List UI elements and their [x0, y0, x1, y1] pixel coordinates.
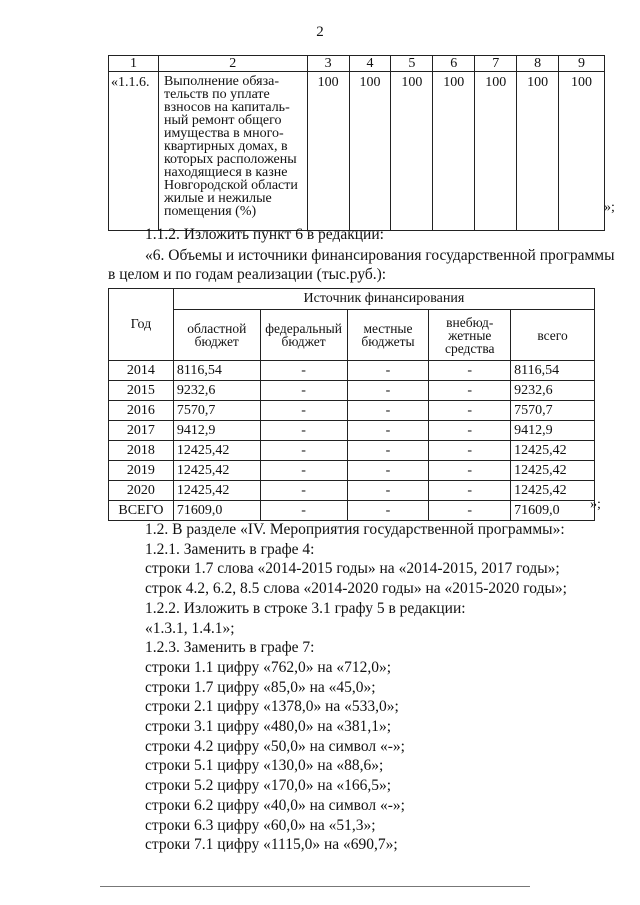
year-cell: 2016 [109, 401, 174, 421]
indicator-row [109, 72, 605, 231]
federal-cell: - [260, 381, 347, 401]
total-cell: 71609,0 [511, 501, 595, 521]
paragraph: 1.2.2. Изложить в строке 3.1 графу 5 в редакции: [145, 599, 466, 617]
year-cell: 2014 [109, 361, 174, 381]
funding-header-row [109, 289, 595, 310]
local-cell: - [347, 421, 429, 441]
year-cell: 2017 [109, 421, 174, 441]
funding-row [109, 381, 595, 401]
column-number: 5 [391, 56, 433, 72]
paragraph: 1.1.2. Изложить пункт 6 в редакции: [145, 226, 384, 243]
federal-budget-header: федеральный бюджет [260, 310, 347, 361]
year-cell: 2020 [109, 481, 174, 501]
federal-cell: - [260, 441, 347, 461]
funding-row [109, 461, 595, 481]
regional-cell: 9412,9 [173, 421, 260, 441]
federal-cell: - [260, 361, 347, 381]
paragraph: 1.2.1. Заменить в графе 4: [145, 540, 315, 558]
indicator-value: 100 [559, 72, 605, 231]
extra-cell: - [429, 461, 511, 481]
local-cell: - [347, 501, 429, 521]
year-cell: 2018 [109, 441, 174, 461]
paragraph: 1.2.3. Заменить в графе 7: [145, 639, 315, 657]
paragraph: строки 2.1 цифру «1378,0» на «533,0»; [145, 698, 399, 716]
local-cell: - [347, 361, 429, 381]
indicator-value: 100 [307, 72, 349, 231]
funding-row [109, 361, 595, 381]
column-number: 2 [158, 56, 307, 72]
federal-cell: - [260, 501, 347, 521]
column-number: 7 [475, 56, 517, 72]
paragraph: в целом и по годам реализации (тыс.руб.): [108, 266, 387, 283]
funding-row [109, 401, 595, 421]
paragraph: «1.3.1, 1.4.1»; [145, 619, 235, 637]
paragraph: строки 3.1 цифру «480,0» на «381,1»; [145, 718, 392, 735]
column-number: 3 [307, 56, 349, 72]
indicator-value: 100 [475, 72, 517, 231]
funding-row [109, 501, 595, 521]
total-header: всего [511, 310, 595, 361]
year-cell: ВСЕГО [109, 501, 174, 521]
indicator-table-header-row [109, 56, 605, 72]
total-cell: 9412,9 [511, 421, 595, 441]
funding-row [109, 481, 595, 501]
column-number: 9 [559, 56, 605, 72]
local-cell: - [347, 461, 429, 481]
regional-cell: 8116,54 [173, 361, 260, 381]
paragraph: строки 1.1 цифру «762,0» на «712,0»; [145, 658, 392, 676]
paragraph: строки 1.7 слова «2014-2015 годы» на «2014-2015, 2017 годы»; [145, 560, 560, 578]
extra-cell: - [429, 441, 511, 461]
column-number: 1 [109, 56, 159, 72]
local-cell: - [347, 401, 429, 421]
extra-cell: - [429, 421, 511, 441]
extra-budget-header: внебюд- жетные средства [429, 310, 511, 361]
year-header: Год [109, 289, 174, 361]
regional-cell: 12425,42 [173, 461, 260, 481]
year-cell: 2015 [109, 381, 174, 401]
indicator-value: 100 [391, 72, 433, 231]
paragraph: строки 5.2 цифру «170,0» на «166,5»; [145, 777, 392, 795]
regional-cell: 7570,7 [173, 401, 260, 421]
column-number: 4 [349, 56, 391, 72]
total-cell: 12425,42 [511, 481, 595, 501]
paragraph: строки 6.2 цифру «40,0» на символ «-»; [145, 796, 405, 814]
funding-table [108, 288, 595, 521]
paragraph: строки 7.1 цифру «1115,0» на «690,7»; [145, 836, 398, 854]
indicator-description: Выполнение обяза- тельств по уплате взносов на капиталь- ный ремонт общего имущества в много- квартирных домах, в которых расположены находящиеся в казне Новгородской области жилые и нежилые помещения (%) [158, 72, 307, 231]
indicator-id: «1.1.6. [109, 72, 159, 231]
regional-cell: 12425,42 [173, 441, 260, 461]
extra-cell: - [429, 481, 511, 501]
total-cell: 12425,42 [511, 441, 595, 461]
federal-cell: - [260, 481, 347, 501]
column-number: 8 [517, 56, 559, 72]
local-cell: - [347, 381, 429, 401]
paragraph: 1.2. В разделе «IV. Мероприятия государственной программы»: [145, 521, 565, 538]
local-budget-header: местные бюджеты [347, 310, 429, 361]
indicator-table [108, 55, 605, 231]
federal-cell: - [260, 461, 347, 481]
extra-cell: - [429, 361, 511, 381]
paragraph: строки 5.1 цифру «130,0» на «88,6»; [145, 757, 384, 775]
total-cell: 9232,6 [511, 381, 595, 401]
indicator-value: 100 [517, 72, 559, 231]
federal-cell: - [260, 401, 347, 421]
source-header: Источник финансирования [173, 289, 594, 310]
paragraph: строки 1.7 цифру «85,0» на «45,0»; [145, 678, 376, 696]
page-bottom-rule [100, 886, 530, 887]
page-number: 2 [316, 24, 324, 40]
table2-closing-quote: »; [590, 497, 601, 512]
indicator-value: 100 [349, 72, 391, 231]
extra-cell: - [429, 401, 511, 421]
paragraph: строки 6.3 цифру «60,0» на «51,3»; [145, 816, 376, 834]
total-cell: 8116,54 [511, 361, 595, 381]
regional-cell: 71609,0 [173, 501, 260, 521]
regional-budget-header: областной бюджет [173, 310, 260, 361]
column-number: 6 [433, 56, 475, 72]
regional-cell: 12425,42 [173, 481, 260, 501]
local-cell: - [347, 441, 429, 461]
funding-row [109, 421, 595, 441]
paragraph: строк 4.2, 6.2, 8.5 слова «2014-2020 годы» на «2015-2020 годы»; [145, 580, 567, 598]
total-cell: 12425,42 [511, 461, 595, 481]
year-cell: 2019 [109, 461, 174, 481]
indicator-value: 100 [433, 72, 475, 231]
paragraph: «6. Объемы и источники финансирования государственной программы [145, 247, 615, 264]
funding-row [109, 441, 595, 461]
funding-subheader-row [109, 310, 595, 361]
federal-cell: - [260, 421, 347, 441]
extra-cell: - [429, 501, 511, 521]
paragraph: строки 4.2 цифру «50,0» на символ «-»; [145, 737, 405, 755]
total-cell: 7570,7 [511, 401, 595, 421]
table1-closing-quote: »; [604, 200, 615, 215]
regional-cell: 9232,6 [173, 381, 260, 401]
extra-cell: - [429, 381, 511, 401]
local-cell: - [347, 481, 429, 501]
